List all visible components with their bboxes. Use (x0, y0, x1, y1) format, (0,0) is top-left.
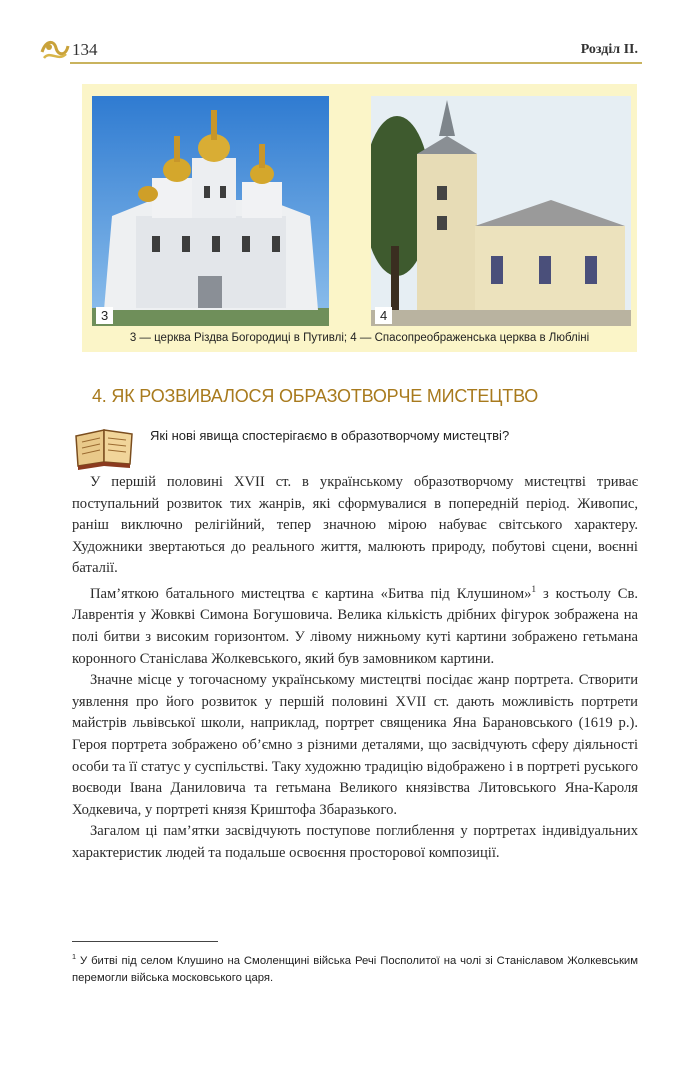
page-number: 134 (72, 40, 98, 59)
church-putyvl-photo (92, 96, 329, 326)
ornament-logo-icon (40, 38, 70, 62)
photo-number-4: 4 (375, 307, 392, 324)
church-putyvl-image (92, 96, 329, 326)
footnote-reference: 1 (531, 584, 537, 595)
page-header (40, 36, 642, 66)
photo-number-3: 3 (96, 307, 113, 324)
church-lublin-image (371, 96, 631, 326)
paragraph-1: У першій половині XVII ст. в українському образотворчому мистецтві триває поступальний розвиток тих жанрів, які сформувалися в попередній період. Живопис, раніш виключно релігійний, тепер значною мірою набуває світського характеру. Художники звертаються до реального життя, малюють природу, побутові сцени, воєнні баталії. (72, 474, 638, 577)
church-lublin-photo (371, 96, 631, 326)
body-text (72, 472, 638, 865)
footnote-text: У битві під селом Клушино на Смоленщині війська Речі Посполитої на чолі зі Станіславом Жолкевським перемогли війська московського царя. (72, 954, 638, 984)
open-book-icon (72, 422, 136, 470)
paragraph-4: Загалом ці пам’ятки засвідчують поступове поглиблення у портретах індивідуальних характеристик людей та подальше освоєння просторової композиції. (72, 823, 638, 861)
paragraph-2-start: Пам’яткою батального мистецтва є картина «Битва під Клушином» (90, 585, 532, 602)
figure-panel (82, 84, 637, 352)
section-label: Розділ II. (580, 42, 638, 57)
header-rule (70, 62, 642, 64)
footnote (72, 948, 638, 987)
section-heading: 4. ЯК РОЗВИВАЛОСЯ ОБРАЗОТВОРЧЕ МИСТЕЦТВО (92, 386, 539, 406)
figure-caption: 3 — церква Різдва Богородиці в Путивлі; 4 — Спасопреображенська церква в Любліні (129, 332, 590, 344)
footnote-marker: 1 (72, 952, 77, 961)
paragraph-2 (72, 580, 638, 670)
paragraph-2-end: з костьолу Св. Лаврентія у Жовкві Симона Богушовича. Велика кількість дрібних фігурок зображена на полі битви з високим горизонтом. У лівому нижньому куті картини зображено гетьмана коронного Станіслава Жолкевського, який був замовником картини. (72, 585, 639, 667)
footnote-rule (72, 941, 218, 942)
paragraph-3: Значне місце у тогочасному українському мистецтві посідає жанр портрета. Створити уявлення про його розвиток у першій половині XVII ст. дають можливість портрети майстрів львівської школи, наприклад, портрет священика Яна Барановського (1619 р.). Героя портрета зображено об’ємно з різними деталями, що засвідчують сферу діяльності особи та її статус у суспільстві. Таку художню традицію відображено і в портреті руського воєводи Івана Даниловича та гетьмана Великого князівства Литовського Яна-Кароля Ходкевича, у портреті князя Криштофа Збаразького. (72, 672, 638, 818)
guiding-question: Які нові явища спостерігаємо в образотворчому мистецтві? (150, 428, 510, 443)
